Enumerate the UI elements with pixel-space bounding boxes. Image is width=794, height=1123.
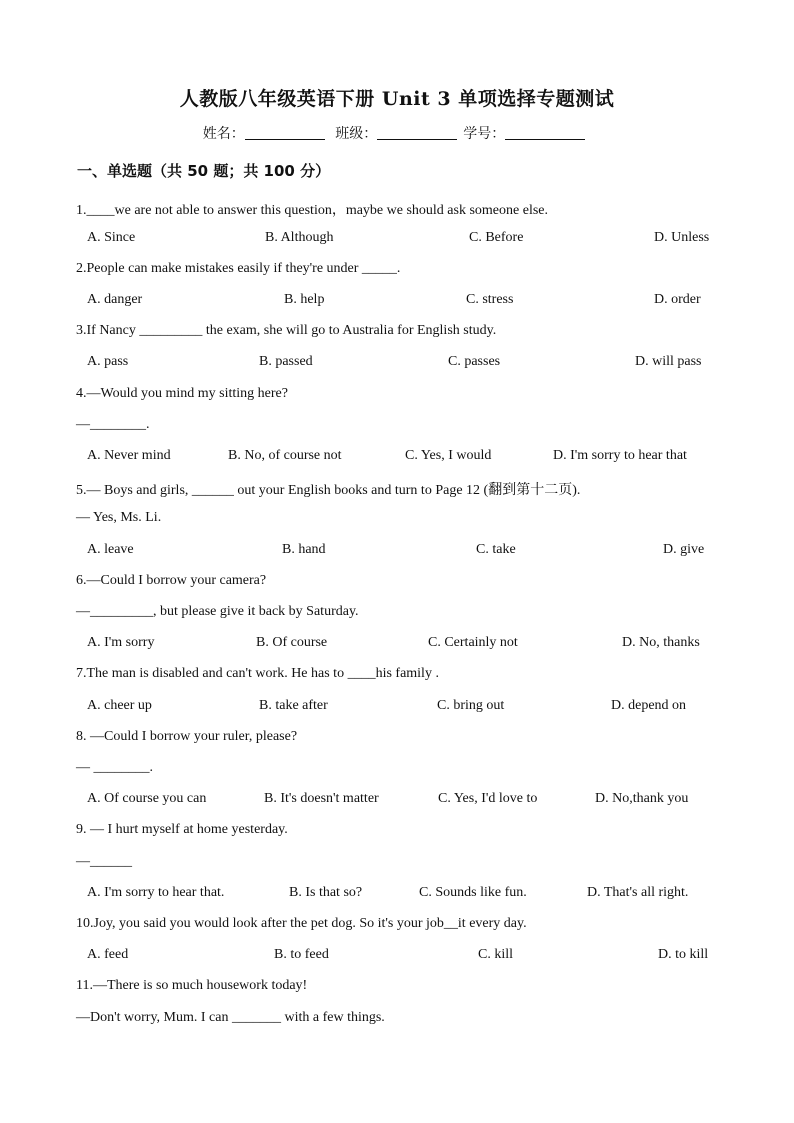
question-3-option-a: A. pass [87,354,129,369]
question-7-option-b: B. take after [259,698,328,713]
question-4-stem: 4.—Would you mind my sitting here? [76,386,288,401]
question-10-stem: 10.Joy, you said you would look after the pet dog. So it's your job__it every day. [76,916,527,931]
question-10-option-b: B. to feed [274,947,329,962]
question-2-stem: 2.People can make mistakes easily if they're under _____. [76,261,401,276]
question-9-option-d: D. That's all right. [587,885,689,900]
name-label: 姓名： [202,126,245,142]
question-1-stem: 1.____we are not able to answer this question，maybe we should ask someone else. [76,203,549,218]
question-2-option-c: C. stress [466,292,514,307]
question-8-option-c: C. Yes, I'd love to [438,791,538,806]
question-8-option-b: B. It's doesn't matter [264,791,379,806]
question-8-option-d: D. No,thank you [595,791,689,806]
question-7-option-c: C. bring out [437,698,505,713]
question-7-option-d: D. depend on [611,698,687,713]
question-6-stem: 6.—Could I borrow your camera? [76,573,267,588]
question-1-option-b: B. Although [265,230,334,245]
question-11-answer-line: —Don't worry, Mum. I can _______ with a few things. [76,1010,385,1025]
question-9-option-a: A. I'm sorry to hear that. [87,885,225,900]
question-10-option-a: A. feed [87,947,129,962]
question-9-answer-line: —______ [76,854,132,869]
question-6-option-c: C. Certainly not [428,635,518,650]
question-6-answer-line: —_________, but please give it back by Saturday. [76,604,359,619]
question-5-stem: 5.— Boys and girls, ______ out your English books and turn to Page 12 (翻到第十二页). [76,483,581,498]
question-6-option-d: D. No, thanks [622,635,700,650]
question-7-option-a: A. cheer up [87,698,152,713]
question-11-stem: 11.—There is so much housework today! [76,978,308,993]
question-5-option-d: D. give [663,542,705,557]
id-blank[interactable] [505,125,585,140]
question-5-option-b: B. hand [282,542,326,557]
question-5-option-a: A. leave [87,542,134,557]
name-blank[interactable] [245,125,325,140]
question-1-option-d: D. Unless [654,230,710,245]
question-9-option-c: C. Sounds like fun. [419,885,527,900]
question-4-option-c: C. Yes, I would [405,448,492,463]
student-info-line [0,123,794,143]
question-8-answer-line: — ________. [76,760,153,775]
question-1-option-c: C. Before [469,230,524,245]
id-label: 学号： [463,126,506,142]
page-title: 人教版八年级英语下册 Unit 3 单项选择专题测试 [179,88,615,110]
question-3-option-b: B. passed [259,354,313,369]
question-4-option-d: D. I'm sorry to hear that [553,448,687,463]
question-4-answer-line: —________. [76,417,150,432]
class-blank[interactable] [377,125,457,140]
question-5-option-c: C. take [476,542,516,557]
question-8-stem: 8. —Could I borrow your ruler, please? [76,729,298,744]
question-3-option-c: C. passes [448,354,501,369]
question-2-option-a: A. danger [87,292,143,307]
question-5-answer-line: — Yes, Ms. Li. [76,510,162,525]
question-4-option-b: B. No, of course not [228,448,342,463]
question-10-option-c: C. kill [478,947,514,962]
question-8-option-a: A. Of course you can [87,791,207,806]
question-4-option-a: A. Never mind [87,448,171,463]
question-3-stem: 3.If Nancy _________ the exam, she will go to Australia for English study. [76,323,497,338]
section-heading: 一、单选题（共 50 题；共 100 分） [77,162,331,180]
class-label: 班级： [335,126,378,142]
question-2-option-b: B. help [284,292,325,307]
question-6-option-b: B. Of course [256,635,328,650]
question-10-option-d: D. to kill [658,947,709,962]
question-2-option-d: D. order [654,292,701,307]
question-6-option-a: A. I'm sorry [87,635,155,650]
question-9-option-b: B. Is that so? [289,885,363,900]
question-3-option-d: D. will pass [635,354,702,369]
question-1-option-a: A. Since [87,230,136,245]
question-7-stem: 7.The man is disabled and can't work. He has to ____his family . [76,666,439,681]
question-9-stem: 9. — I hurt myself at home yesterday. [76,822,288,837]
